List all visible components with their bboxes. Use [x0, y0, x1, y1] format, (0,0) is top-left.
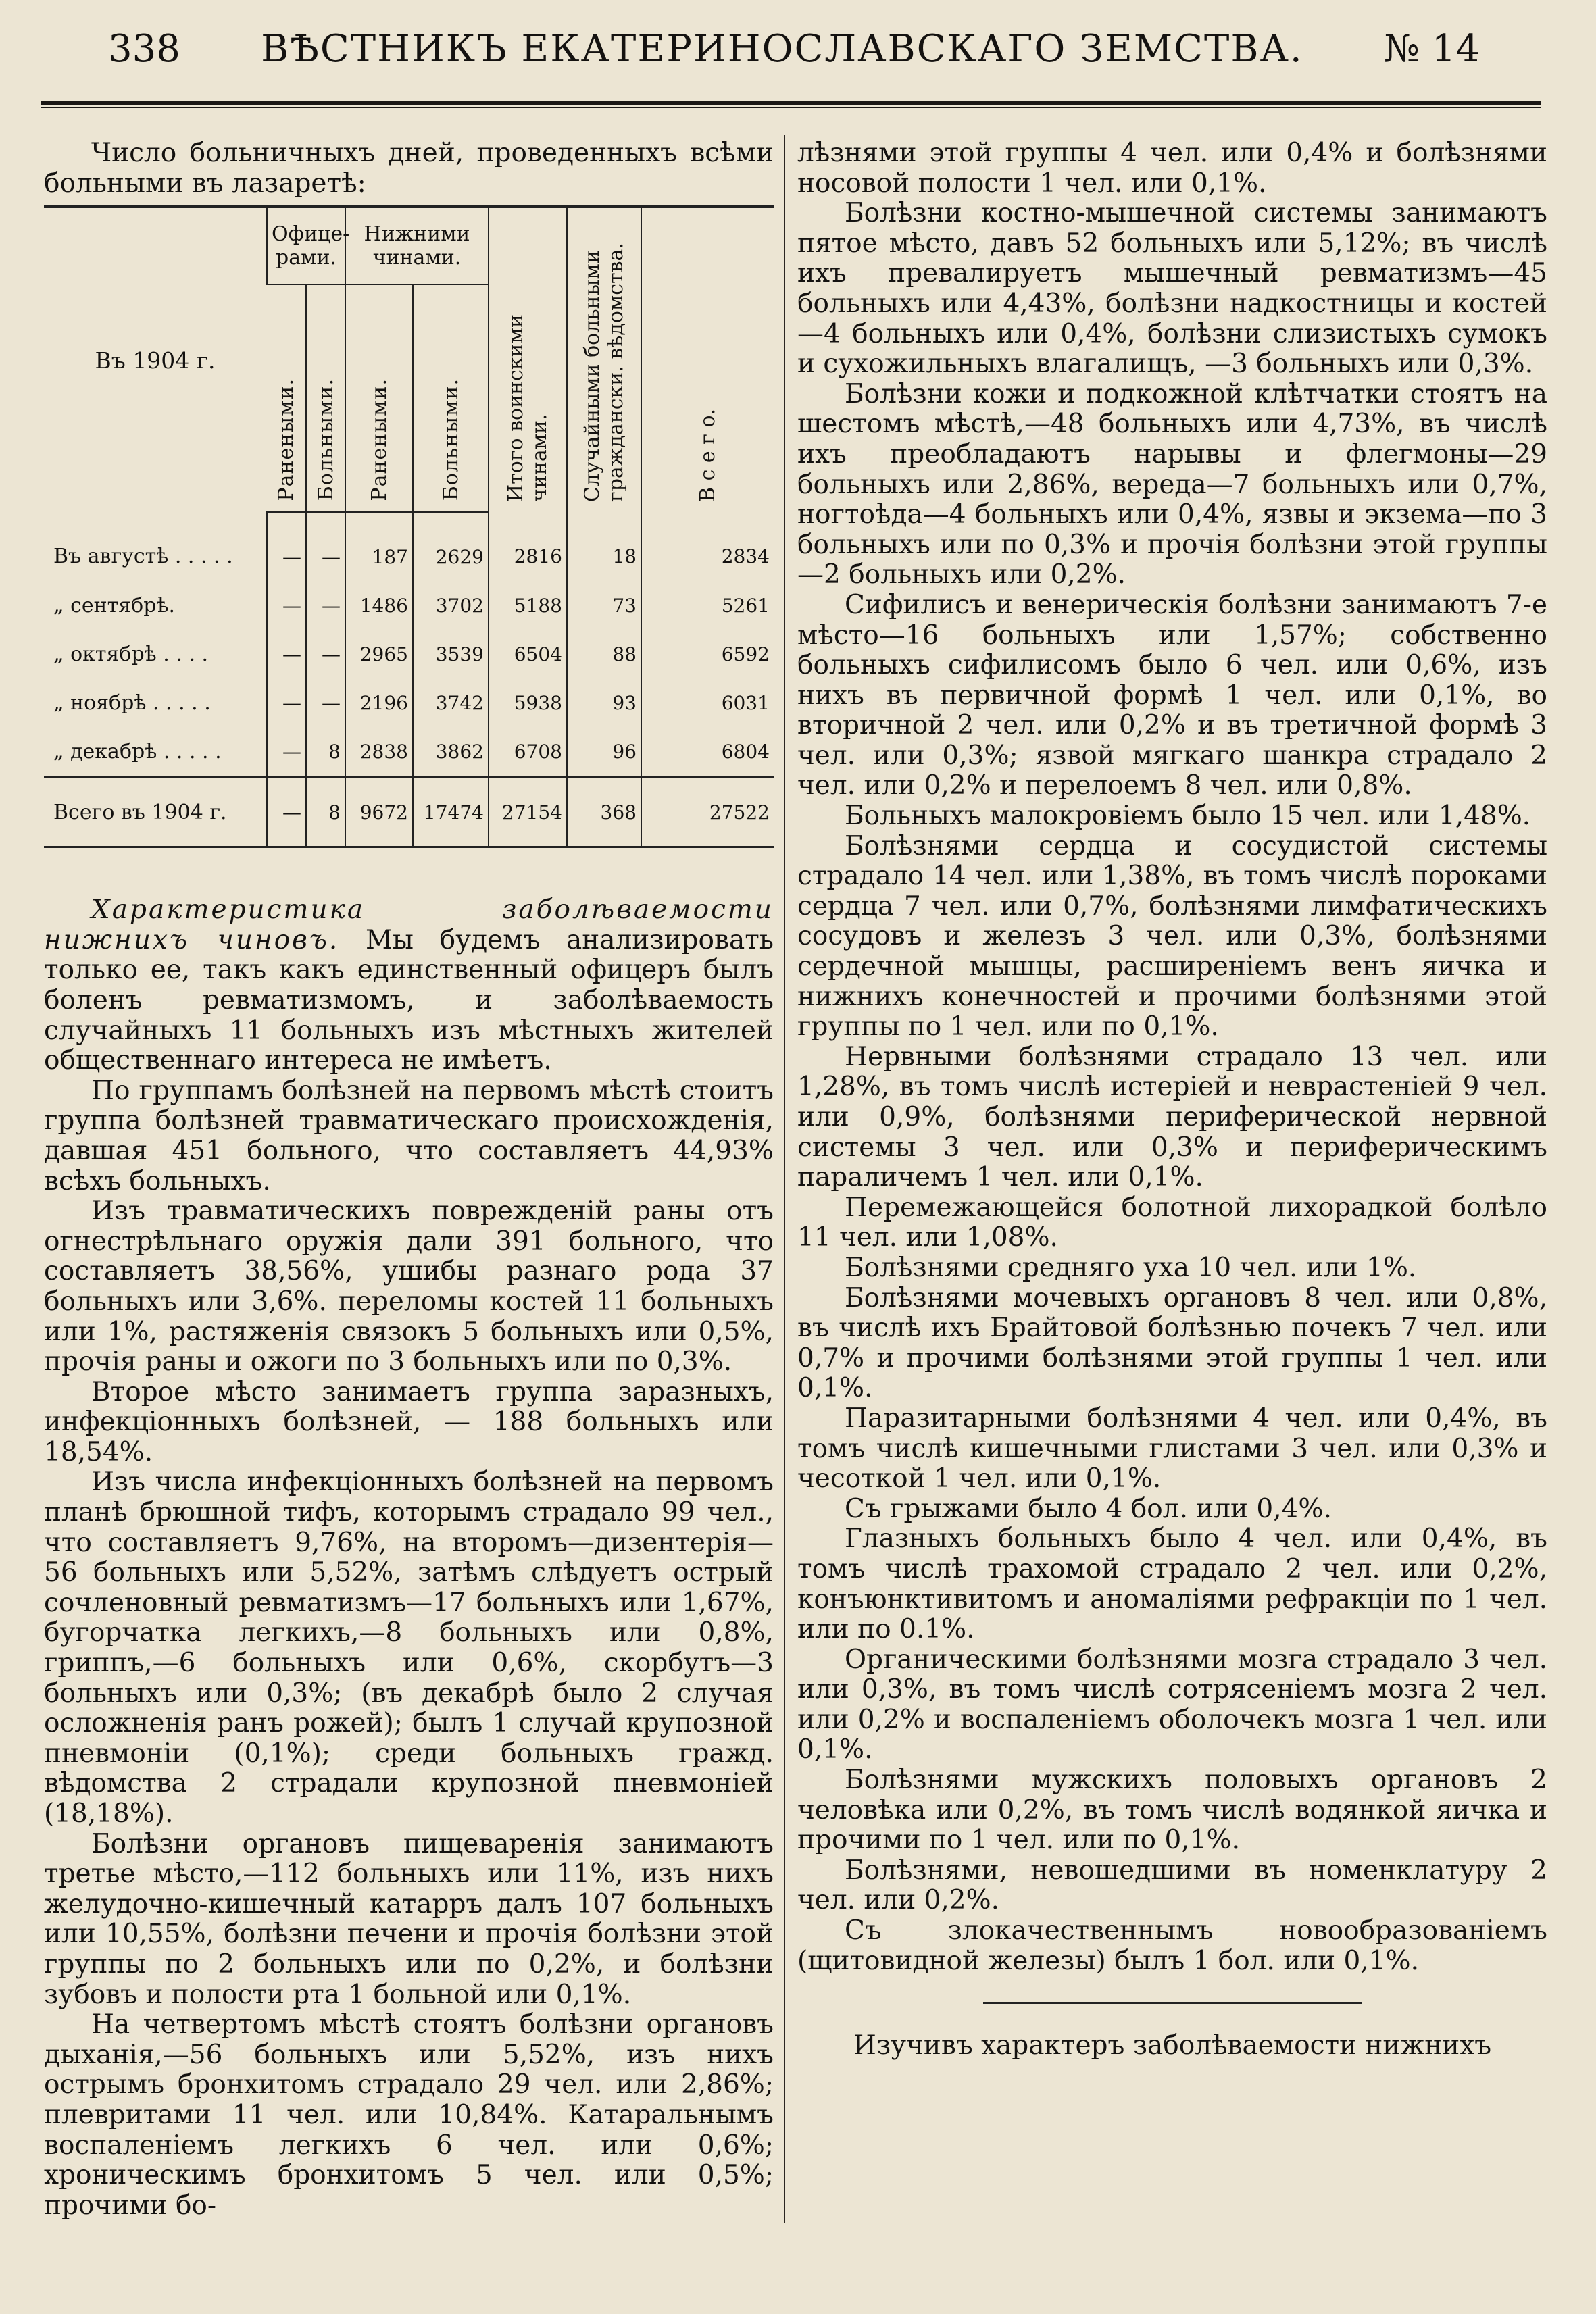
paragraph: По группамъ болѣзней на первомъ мѣстѣ стоитъ группа болѣзней травматическаго происхожденія, давшая 451 больного, что составляетъ 44,93% всѣхъ больныхъ. [44, 1075, 774, 1197]
lower-ranks-group-header: Нижними чинами. [345, 207, 489, 284]
paragraph: Нервными болѣзнями страдало 13 чел. или 1,28%, въ томъ числѣ истеріей и неврастеніей 9 чел. или 0,9%, болѣзнями периферической нервной системы 3 чел. или 0,3% и периферическимъ параличемъ 1 чел. или 0,1%. [797, 1041, 1547, 1193]
grand-total-header: В с е г о. [641, 207, 774, 512]
table-row: „ ноябрѣ . . . . . — — 2196 3742 5938 93 6031 [44, 678, 774, 727]
section-title: Характеристика заболѣваемости нижнихъ чиновъ. [44, 895, 774, 955]
paragraph: Болѣзни органовъ пищеваренія занимаютъ третье мѣсто,—112 больныхъ или 11%, изъ нихъ желудочно-кишечный катарръ далъ 107 больныхъ или 10,55%, болѣзни печени и прочія болѣзни этой группы по 2 больныхъ или по 0,2%, и болѣзни зубовъ и полости рта 1 больной или 0,1%. [44, 1828, 774, 2010]
closing-line: Изучивъ характеръ заболѣваемости нижнихъ [853, 2030, 1492, 2061]
table-caption: Число больничныхъ дней, проведенныхъ всѣми больными въ лазаретѣ: [44, 138, 774, 199]
header-rule [41, 101, 1541, 105]
page-number: 338 [108, 27, 180, 71]
paragraph: Болѣзни костно-мышечной системы занимаютъ пятое мѣсто, давъ 52 больныхъ или 5,12%; въ числѣ ихъ превалируетъ мышечный ревматизмъ—45 больныхъ или 4,43%, болѣзни надкостницы и костей—4 больныхъ или 0,4%, болѣзни слизистыхъ сумокъ и сухожильныхъ влагалищъ, —3 больныхъ или 0,3%. [797, 198, 1547, 380]
issue-number: № 14 [1383, 27, 1480, 71]
journal-title: ВѢСТНИКЪ ЕКАТЕРИНОСЛАВСКАГО ЗЕМСТВА. [261, 27, 1303, 71]
paragraph: Паразитарными болѣзнями 4 чел. или 0,4%, въ томъ числѣ кишечными глистами 3 чел. или 0,3% и чесоткой 1 чел. или 0,1%. [797, 1403, 1547, 1494]
total-military-header: Итого воинскими чинами. [489, 207, 567, 512]
civil-patients-header: Случайными больными граждански. вѣдомства. [567, 207, 641, 512]
officers-sick-header: Больными. [306, 284, 345, 512]
paragraph: Болѣзнями, невошедшими въ номенклатуру 2 чел. или 0,2%. [797, 1855, 1547, 1916]
lower-wounded-header: Ранеными. [345, 284, 413, 512]
page-header [108, 27, 1480, 81]
section-divider [983, 2002, 1362, 2004]
lower-sick-header: Больными. [413, 284, 489, 512]
header-rule-thin [41, 107, 1541, 108]
column-divider [784, 135, 785, 2223]
right-column [797, 139, 1547, 2061]
paragraph: Второе мѣсто занимаетъ группа заразныхъ, инфекціонныхъ болѣзней, — 188 больныхъ или 18,54%. [44, 1376, 774, 1467]
paragraph: Изъ травматическихъ поврежденій раны отъ огнестрѣльнаго оружія дали 391 больного, что составляетъ 38,56%, ушибы разнаго рода 37 больныхъ или 3,6%. переломы костей 11 больныхъ или 1%, растяженія связокъ 5 больныхъ или 0,5%, прочія раны и ожоги по 3 больныхъ или по 0,3%. [44, 1196, 774, 1378]
paragraph: Болѣзнями сердца и сосудистой системы страдало 14 чел. или 1,38%, въ томъ числѣ пороками сердца 7 чел. или 0,7%, болѣзнями лимфатическихъ сосудовъ и железъ 3 чел. или 0,3%, болѣзнями сердечной мышцы, расширеніемъ венъ яичка и нижнихъ конечностей и прочими болѣзнями этой группы по 1 чел. или по 0,1%. [797, 830, 1547, 1042]
table-row: „ октябрѣ . . . . — — 2965 3539 6504 88 6592 [44, 630, 774, 678]
paragraph: Глазныхъ больныхъ было 4 чел. или 0,4%, въ томъ числѣ трахомой страдало 2 чел. или 0,2%, конъюнктивитомъ и аномаліями рефракціи по 1 чел. или по 0.1%. [797, 1524, 1547, 1645]
table-row: „ сентябрѣ. — — 1486 3702 5188 73 5261 [44, 581, 774, 630]
table-row: „ декабрѣ . . . . . — 8 2838 3862 6708 96 6804 [44, 727, 774, 777]
paragraph: Характеристика заболѣваемости нижнихъ чиновъ. Мы будемъ анализировать только ее, такъ какъ единственный офицеръ былъ боленъ ревматизмомъ, и заболѣваемость случайныхъ 11 больныхъ изъ мѣстныхъ жителей общественнаго интереса не имѣетъ. [44, 895, 774, 1076]
left-column [44, 139, 774, 2221]
paragraph: Съ злокачественнымъ новообразованіемъ (щитовидной железы) былъ 1 бол. или 0,1%. [797, 1915, 1547, 1976]
year-header: Въ 1904 г. [44, 207, 267, 512]
paragraph: Изъ числа инфекціонныхъ болѣзней на первомъ планѣ брюшной тифъ, которымъ страдало 99 чел., что составляетъ 9,76%, на второмъ—дизентерія—56 больныхъ или 5,52%, затѣмъ слѣдуетъ острый сочленовный ревматизмъ—17 больныхъ или 1,67%, бугорчатка легкихъ,—8 больныхъ или 0,8%, гриппъ,—6 больныхъ или 0,6%, скорбутъ—3 больныхъ или 0,3%; (въ декабрѣ было 2 случая осложненія ранъ рожей); былъ 1 случай крупозной пневмоніи (0,1%); среди больныхъ гражд. вѣдомства 2 страдали крупозной пневмоніей (18,18%). [44, 1467, 774, 1829]
paragraph: Органическими болѣзнями мозга страдало 3 чел. или 0,3%, въ томъ числѣ сотрясеніемъ мозга 2 чел. или 0,2% и воспаленіемъ оболочекъ мозга 1 чел. или 0,1%. [797, 1644, 1547, 1765]
paragraph: Болѣзни кожи и подкожной клѣтчатки стоятъ на шестомъ мѣстѣ,—48 больныхъ или 4,73%, въ числѣ ихъ преобладаютъ нарывы и флегмоны—29 больныхъ или 2,86%, вереда—7 больныхъ или 0,7%, ногтоѣда—4 больныхъ или 0,4%, язвы и экзема—по 3 больныхъ или по 0,3% и прочія болѣзни этой группы—2 больныхъ или 0,2%. [797, 378, 1547, 590]
paragraph: Болѣзнями мочевыхъ органовъ 8 чел. или 0,8%, въ числѣ ихъ Брайтовой болѣзнью почекъ 7 чел. или 0,7% и прочими болѣзнями этой группы 1 чел. или 0,1%. [797, 1282, 1547, 1404]
paragraph: Перемежающейся болотной лихорадкой болѣло 11 чел. или 1,08%. [797, 1192, 1547, 1253]
paragraph: Болѣзнями мужскихъ половыхъ органовъ 2 человѣка или 0,2%, въ томъ числѣ водянкой яичка и прочими по 1 чел. или по 0,1%. [797, 1765, 1547, 1856]
paragraph: Больныхъ малокровіемъ было 15 чел. или 1,48%. [845, 801, 1531, 832]
paragraph: Болѣзнями средняго уха 10 чел. или 1%. [845, 1252, 1417, 1283]
paragraph: лѣзнями этой группы 4 чел. или 0,4% и болѣзнями носовой полости 1 чел. или 0,1%. [797, 138, 1547, 199]
paragraph: Сифилисъ и венерическія болѣзни занимаютъ 7-е мѣсто—16 больныхъ или 1,57%; собственно больныхъ сифилисомъ было 6 чел. или 0,6%, изъ нихъ въ первичной формѣ 1 чел. или 0,1%, во вторичной 2 чел. или 0,2% и въ третичной формѣ 3 чел. или 0,3%; язвой мягкаго шанкра страдало 2 чел. или 0,2% и перелоемъ 8 чел. или 0,8%. [797, 589, 1547, 801]
hospital-days-table [44, 205, 774, 848]
table-total-row: Всего въ 1904 г. — 8 9672 17474 27154 368 27522 [44, 777, 774, 847]
officers-wounded-header: Ранеными. [267, 284, 306, 512]
paragraph: На четвертомъ мѣстѣ стоятъ болѣзни органовъ дыханія,—56 больныхъ или 5,52%, изъ нихъ острымъ бронхитомъ страдало 29 чел. или 2,86%; плевритами 11 чел. или 10,84%. Катаральнымъ воспаленіемъ легкихъ 6 чел. или 0,6%; хроническимъ бронхитомъ 5 чел. или 0,5%; прочими бо- [44, 2009, 774, 2221]
paragraph: Съ грыжами было 4 бол. или 0,4%. [845, 1493, 1332, 1524]
officers-group-header: Офице-рами. [267, 207, 345, 284]
table-row: Въ августѣ . . . . . — — 187 2629 2816 18 2834 [44, 512, 774, 581]
